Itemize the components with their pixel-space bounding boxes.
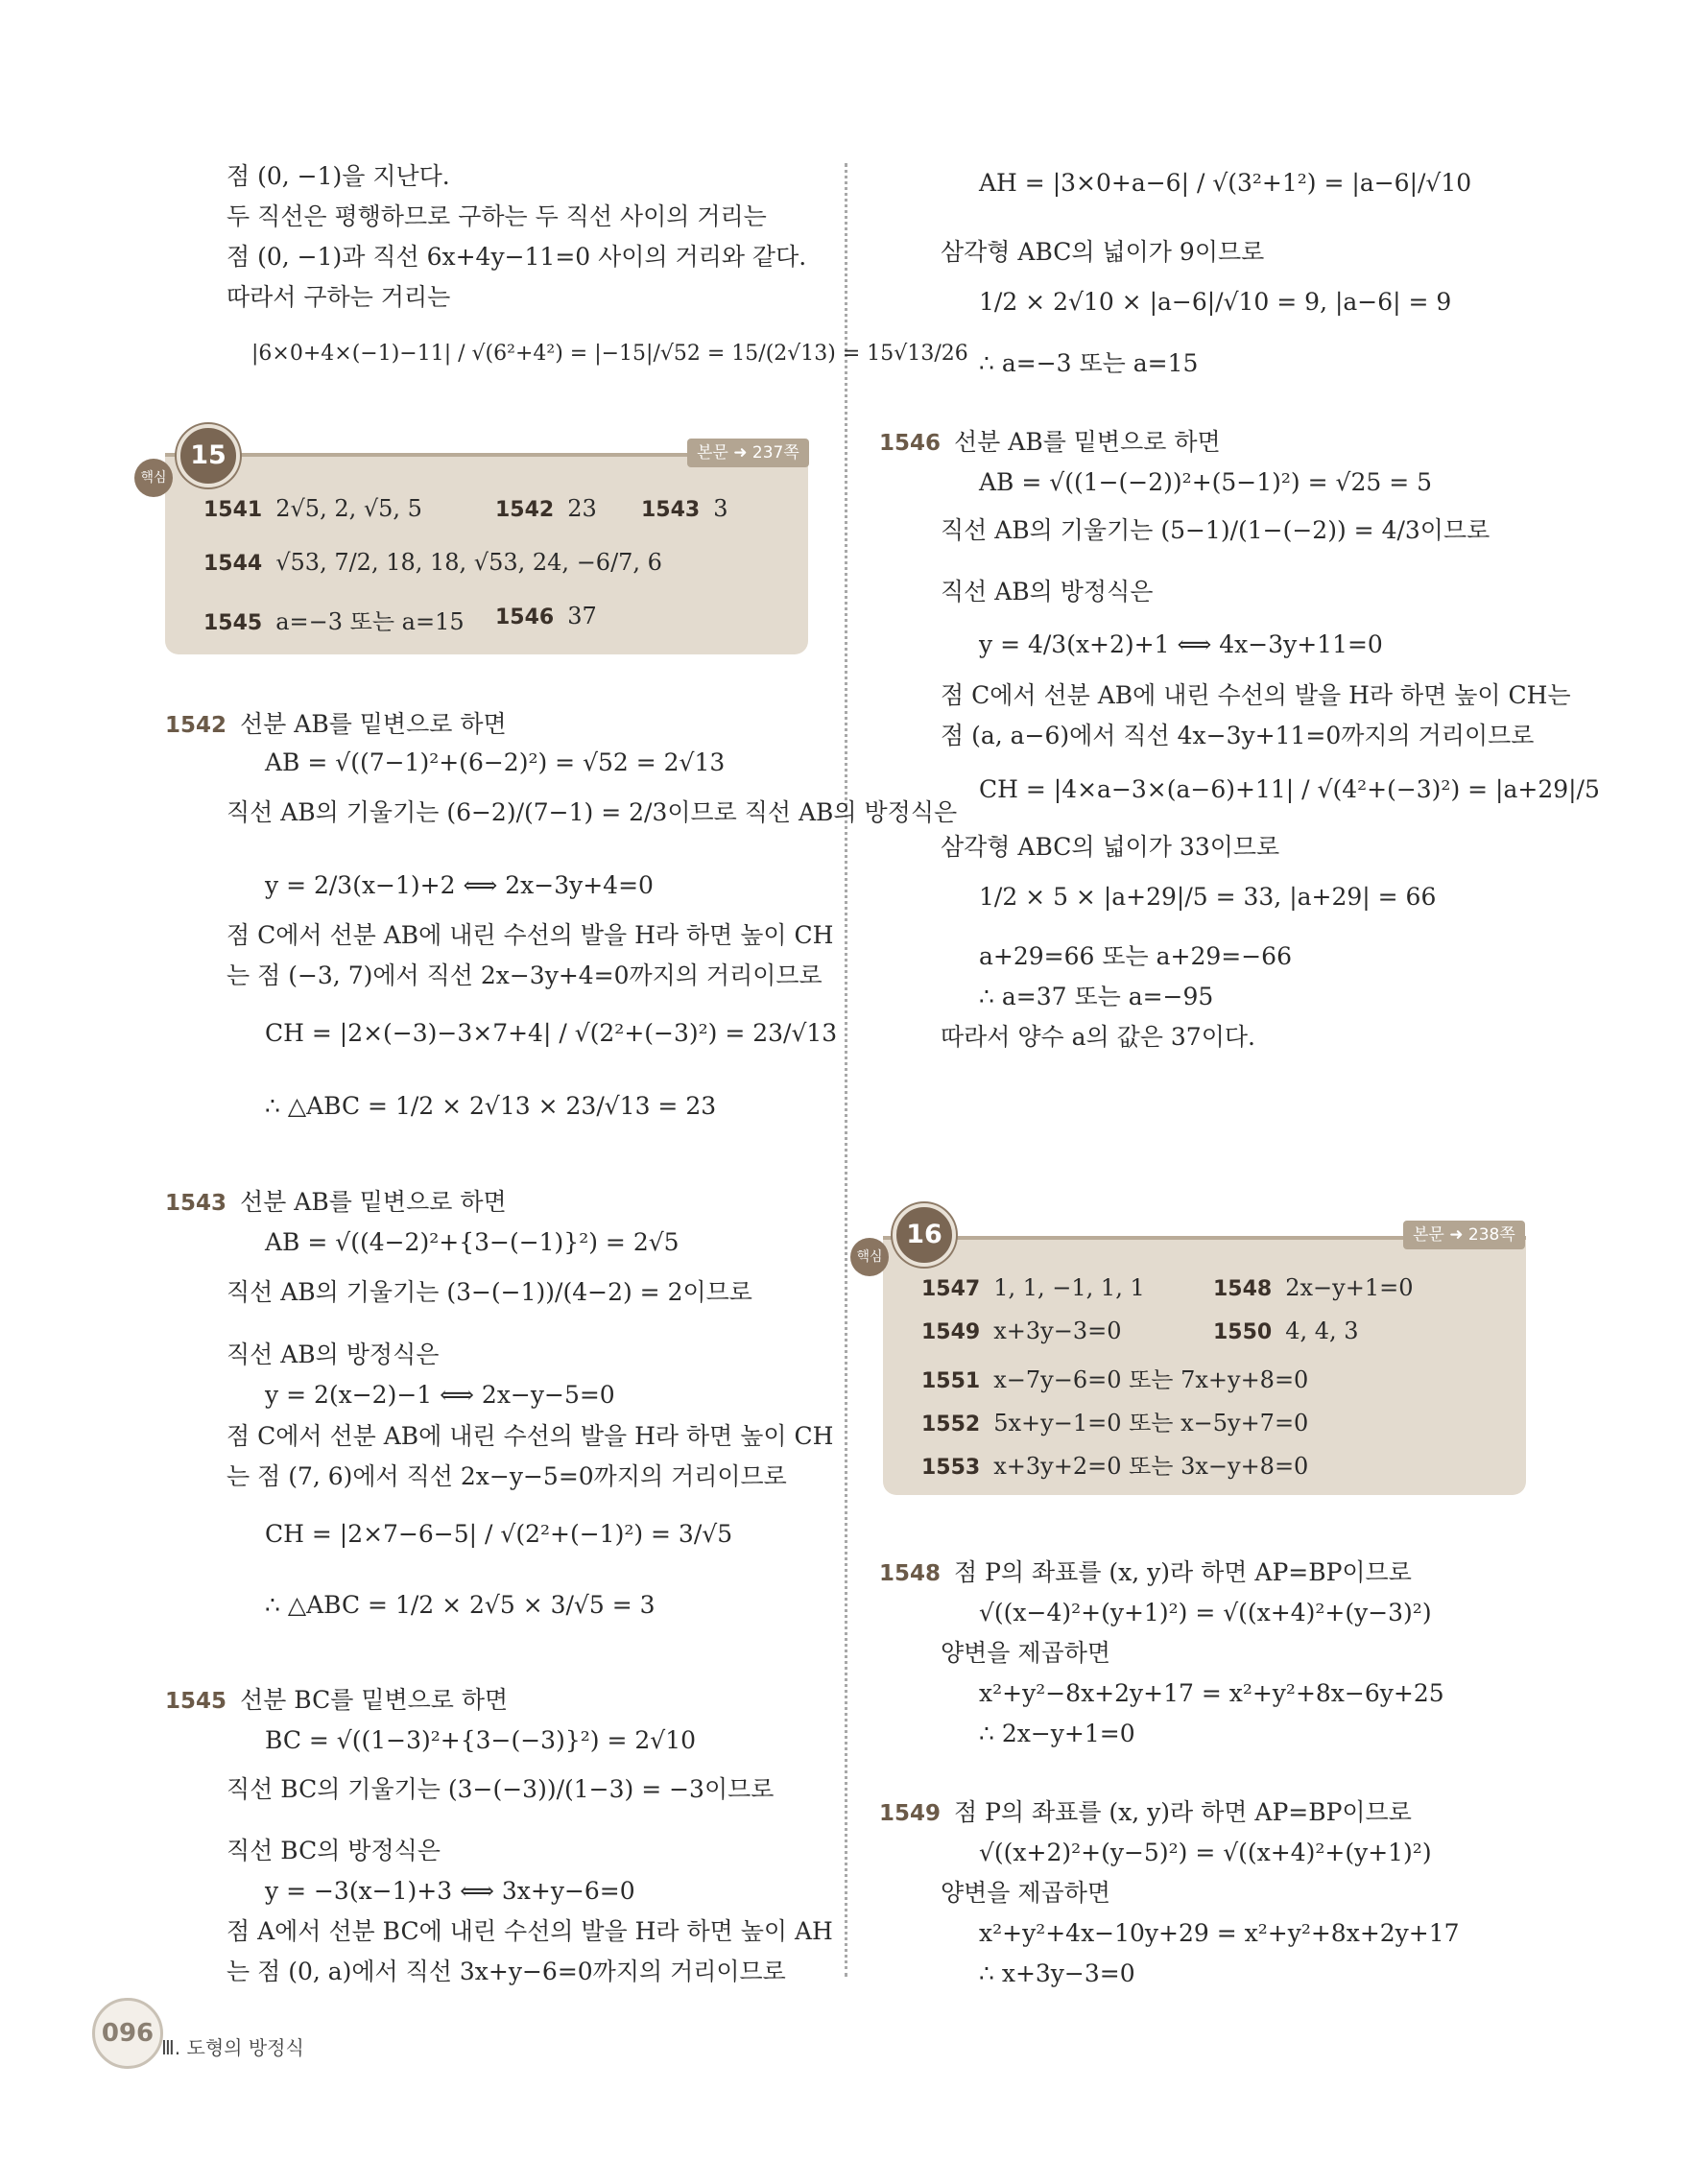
text: 선분 BC를 밑변으로 하면 — [240, 1686, 509, 1714]
text: 선분 AB를 밑변으로 하면 — [240, 1188, 507, 1216]
formula-line: ∴ a=37 또는 a=−95 — [979, 983, 1214, 1010]
text-line: 직선 AB의 기울기는 (5−1)/(1−(−2)) = 4/3이므로 — [941, 516, 1490, 544]
formula-line: ∴ x+3y−3=0 — [979, 1959, 1135, 1987]
formula-line: ∴ a=−3 또는 a=15 — [979, 349, 1199, 377]
answer-item — [203, 603, 465, 636]
formula-line: BC = √((1−3)²+{3−(−3)}²) = 2√10 — [265, 1726, 697, 1754]
formula-line: CH = |2×7−6−5| / √(2²+(−1)²) = 3/√5 — [265, 1520, 733, 1548]
formula-line: |6×0+4×(−1)−11| / √(6²+4²) = |−15|/√52 = 15/(2√13) = 15√13/26 — [251, 342, 968, 366]
answer-value: 5x+y−1=0 또는 x−5y+7=0 — [993, 1410, 1309, 1436]
answer-number: 1543 — [641, 498, 701, 522]
problem-number: 1548 — [879, 1561, 942, 1586]
text-line: 점 (0, −1)을 지난다. — [227, 162, 450, 190]
text-line: 직선 AB의 기울기는 (3−(−1))/(4−2) = 2이므로 — [227, 1278, 752, 1306]
formula-line: ∴ 2x−y+1=0 — [979, 1720, 1135, 1747]
answer-number: 1546 — [495, 605, 555, 629]
formula-line: y = 2(x−2)−1 ⟺ 2x−y−5=0 — [265, 1381, 615, 1409]
text-line: 는 점 (0, a)에서 직선 3x+y−6=0까지의 거리이므로 — [227, 1958, 786, 1985]
text-line: 직선 AB의 방정식은 — [227, 1341, 440, 1368]
text: 점 P의 좌표를 (x, y)라 하면 AP=BP이므로 — [954, 1798, 1412, 1826]
chapter-title: Ⅲ. 도형의 방정식 — [161, 2036, 304, 2059]
formula-line: y = −3(x−1)+3 ⟺ 3x+y−6=0 — [265, 1877, 635, 1905]
answer-number: 1544 — [203, 552, 263, 576]
summary-box-16 — [883, 1236, 1526, 1495]
answer-value: 37 — [567, 603, 597, 629]
formula-line: x²+y²+4x−10y+29 = x²+y²+8x+2y+17 — [979, 1919, 1460, 1947]
answer-value: x+3y+2=0 또는 3x−y+8=0 — [993, 1453, 1309, 1480]
answer-value: 2√5, 2, √5, 5 — [275, 495, 422, 522]
formula-line: AB = √((7−1)²+(6−2)²) = √52 = 2√13 — [265, 748, 726, 776]
answer-item — [495, 495, 597, 522]
formula-line: y = 2/3(x−1)+2 ⟺ 2x−3y+4=0 — [265, 871, 654, 899]
answer-item — [1213, 1274, 1413, 1301]
formula-line: √((x+2)²+(y−5)²) = √((x+4)²+(y+1)²) — [979, 1839, 1432, 1866]
problem-number: 1545 — [165, 1689, 227, 1714]
core-tag: 핵심 — [134, 459, 173, 497]
formula-line: CH = |4×a−3×(a−6)+11| / √(4²+(−3)²) = |a+29|/5 — [979, 775, 1600, 803]
answer-number: 1550 — [1213, 1320, 1273, 1344]
text-line: 직선 BC의 기울기는 (3−(−3))/(1−3) = −3이므로 — [227, 1775, 775, 1803]
formula-line: 1/2 × 5 × |a+29|/5 = 33, |a+29| = 66 — [979, 883, 1437, 911]
summary-box-15 — [165, 453, 808, 654]
answer-value: 1, 1, −1, 1, 1 — [993, 1274, 1145, 1301]
answer-item — [921, 1274, 1145, 1301]
problem-header — [165, 1684, 508, 1718]
text: 선분 AB를 밑변으로 하면 — [954, 428, 1221, 456]
text-line: 따라서 구하는 거리는 — [227, 283, 451, 311]
formula-line: 1/2 × 2√10 × |a−6|/√10 = 9, |a−6| = 9 — [979, 288, 1452, 316]
text-line: 따라서 양수 a의 값은 37이다. — [941, 1023, 1255, 1051]
page-reference: 본문 ➜ 237쪽 — [687, 439, 809, 467]
answer-value: x−7y−6=0 또는 7x+y+8=0 — [993, 1366, 1309, 1393]
core-tag: 핵심 — [850, 1238, 889, 1276]
formula-line: CH = |2×(−3)−3×7+4| / √(2²+(−3)²) = 23/√13 — [265, 1019, 838, 1047]
answer-value: √53, 7/2, 18, 18, √53, 24, −6/7, 6 — [275, 549, 662, 576]
text-line: 직선 BC의 방정식은 — [227, 1837, 441, 1864]
text-line: 점 (0, −1)과 직선 6x+4y−11=0 사이의 거리와 같다. — [227, 243, 807, 271]
formula-line: ∴ △ABC = 1/2 × 2√5 × 3/√5 = 3 — [265, 1591, 656, 1619]
answer-item — [921, 1361, 1308, 1394]
formula-line: x²+y²−8x+2y+17 = x²+y²+8x−6y+25 — [979, 1679, 1444, 1707]
text-line: 양변을 제곱하면 — [941, 1879, 1110, 1907]
formula-line: AB = √((1−(−2))²+(5−1)²) = √25 = 5 — [979, 468, 1433, 496]
answer-value: a=−3 또는 a=15 — [275, 608, 465, 635]
problem-header — [165, 1186, 507, 1220]
problem-header — [879, 1796, 1412, 1830]
text-line: 직선 AB의 기울기는 (6−2)/(7−1) = 2/3이므로 직선 AB의 방정식은 — [227, 798, 958, 826]
answer-number: 1542 — [495, 498, 555, 522]
answer-number: 1551 — [921, 1369, 981, 1393]
answer-item — [921, 1404, 1308, 1437]
formula-line: √((x−4)²+(y+1)²) = √((x+4)²+(y−3)²) — [979, 1599, 1432, 1626]
formula-line: AH = |3×0+a−6| / √(3²+1²) = |a−6|/√10 — [979, 169, 1472, 197]
answer-item — [203, 549, 662, 576]
formula-line: AB = √((4−2)²+{3−(−1)}²) = 2√5 — [265, 1228, 680, 1256]
problem-number: 1542 — [165, 713, 227, 738]
section-badge-16: 16 — [893, 1203, 956, 1267]
formula-line: ∴ △ABC = 1/2 × 2√13 × 23/√13 = 23 — [265, 1092, 717, 1120]
problem-header — [879, 1556, 1412, 1590]
text-line: 는 점 (−3, 7)에서 직선 2x−3y+4=0까지의 거리이므로 — [227, 961, 823, 989]
problem-header — [879, 426, 1221, 460]
formula-line: a+29=66 또는 a+29=−66 — [979, 942, 1292, 970]
answer-value: 3 — [713, 495, 728, 522]
text-line: 점 A에서 선분 BC에 내린 수선의 발을 H라 하면 높이 AH — [227, 1917, 833, 1945]
text-line: 두 직선은 평행하므로 구하는 두 직선 사이의 거리는 — [227, 202, 767, 230]
problem-number: 1549 — [879, 1801, 942, 1826]
problem-number: 1546 — [879, 431, 942, 456]
text: 선분 AB를 밑변으로 하면 — [240, 710, 507, 738]
text: 점 P의 좌표를 (x, y)라 하면 AP=BP이므로 — [954, 1558, 1412, 1586]
column-divider — [845, 163, 847, 1977]
answer-value: x+3y−3=0 — [993, 1318, 1122, 1344]
answer-item — [495, 603, 597, 629]
text-line: 점 C에서 선분 AB에 내린 수선의 발을 H라 하면 높이 CH — [227, 921, 834, 949]
page-number: 096 — [92, 1998, 163, 2069]
answer-number: 1552 — [921, 1412, 981, 1436]
answer-number: 1545 — [203, 611, 263, 635]
answer-item — [1213, 1318, 1359, 1344]
section-badge-15: 15 — [177, 424, 240, 487]
answer-number: 1547 — [921, 1277, 981, 1301]
text-line: 는 점 (7, 6)에서 직선 2x−y−5=0까지의 거리이므로 — [227, 1462, 787, 1490]
page-reference: 본문 ➜ 238쪽 — [1403, 1221, 1525, 1249]
answer-value: 4, 4, 3 — [1285, 1318, 1359, 1344]
answer-number: 1549 — [921, 1320, 981, 1344]
answer-number: 1553 — [921, 1456, 981, 1480]
answer-item — [921, 1318, 1121, 1344]
answer-item — [203, 495, 422, 522]
answer-value: 23 — [567, 495, 597, 522]
text-line: 삼각형 ABC의 넓이가 9이므로 — [941, 238, 1265, 266]
answer-number: 1541 — [203, 498, 263, 522]
text-line: 양변을 제곱하면 — [941, 1639, 1110, 1667]
answer-number: 1548 — [1213, 1277, 1273, 1301]
answer-value: 2x−y+1=0 — [1285, 1274, 1414, 1301]
answer-item — [921, 1447, 1308, 1481]
text-line: 점 C에서 선분 AB에 내린 수선의 발을 H라 하면 높이 CH는 — [941, 681, 1571, 709]
formula-line: y = 4/3(x+2)+1 ⟺ 4x−3y+11=0 — [979, 630, 1383, 658]
text-line: 삼각형 ABC의 넓이가 33이므로 — [941, 833, 1280, 861]
problem-number: 1543 — [165, 1191, 227, 1216]
text-line: 직선 AB의 방정식은 — [941, 578, 1154, 605]
text-line: 점 (a, a−6)에서 직선 4x−3y+11=0까지의 거리이므로 — [941, 722, 1535, 749]
text-line: 점 C에서 선분 AB에 내린 수선의 발을 H라 하면 높이 CH — [227, 1422, 834, 1450]
problem-header — [165, 708, 507, 742]
answer-item — [641, 495, 728, 522]
